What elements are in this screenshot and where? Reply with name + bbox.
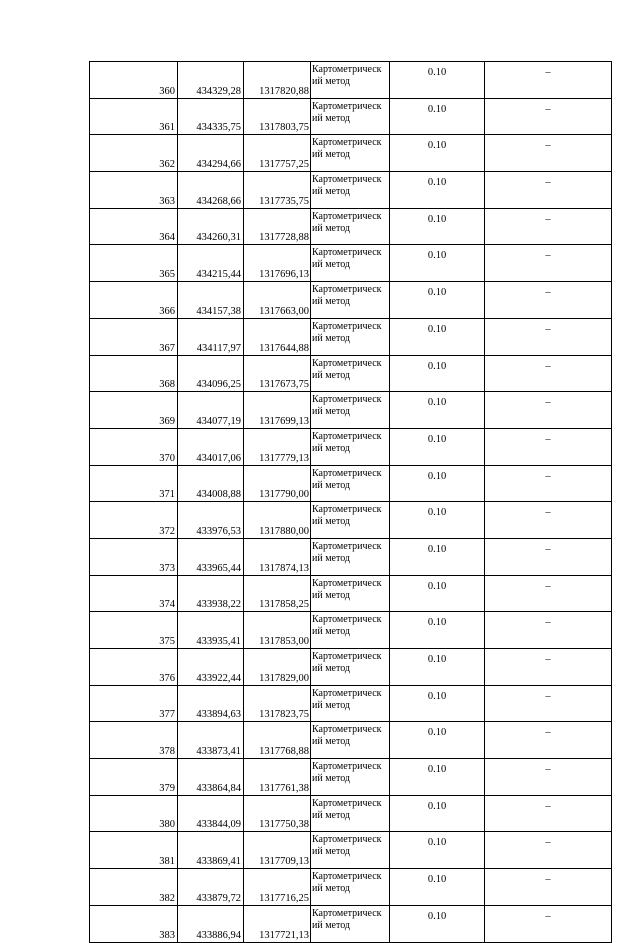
accuracy-cell: 0.10 (390, 135, 485, 172)
method-cell: Картометрическ ий метод (311, 172, 390, 209)
y-coordinate-cell: 1317823,75 (244, 685, 311, 722)
table-row (90, 905, 612, 942)
y-coordinate-cell: 1317699,13 (244, 392, 311, 429)
point-number-cell: 366 (90, 282, 178, 319)
note-cell: – (485, 649, 612, 686)
table-row (90, 172, 612, 209)
point-number-cell: 361 (90, 98, 178, 135)
method-cell: Картометрическ ий метод (311, 685, 390, 722)
note-cell: – (485, 62, 612, 99)
table-row (90, 795, 612, 832)
accuracy-cell: 0.10 (390, 502, 485, 539)
x-coordinate-cell: 433873,41 (178, 722, 244, 759)
x-coordinate-cell: 433938,22 (178, 575, 244, 612)
table-row (90, 575, 612, 612)
method-cell: Картометрическ ий метод (311, 208, 390, 245)
accuracy-cell: 0.10 (390, 795, 485, 832)
y-coordinate-cell: 1317779,13 (244, 428, 311, 465)
point-number-cell: 365 (90, 245, 178, 282)
y-coordinate-cell: 1317709,13 (244, 832, 311, 869)
method-cell: Картометрическ ий метод (311, 62, 390, 99)
note-cell: – (485, 905, 612, 942)
table-row (90, 649, 612, 686)
x-coordinate-cell: 433965,44 (178, 538, 244, 575)
y-coordinate-cell: 1317820,88 (244, 62, 311, 99)
table-row (90, 98, 612, 135)
method-cell: Картометрическ ий метод (311, 135, 390, 172)
table-row (90, 538, 612, 575)
note-cell: – (485, 612, 612, 649)
accuracy-cell: 0.10 (390, 245, 485, 282)
point-number-cell: 369 (90, 392, 178, 429)
x-coordinate-cell: 434157,38 (178, 282, 244, 319)
note-cell: – (485, 392, 612, 429)
note-cell: – (485, 282, 612, 319)
y-coordinate-cell: 1317790,00 (244, 465, 311, 502)
accuracy-cell: 0.10 (390, 905, 485, 942)
method-cell: Картометрическ ий метод (311, 392, 390, 429)
table-row (90, 759, 612, 796)
note-cell: – (485, 538, 612, 575)
note-cell: – (485, 135, 612, 172)
accuracy-cell: 0.10 (390, 759, 485, 796)
accuracy-cell: 0.10 (390, 649, 485, 686)
accuracy-cell: 0.10 (390, 538, 485, 575)
note-cell: – (485, 428, 612, 465)
method-cell: Картометрическ ий метод (311, 465, 390, 502)
table-row (90, 502, 612, 539)
note-cell: – (485, 869, 612, 906)
point-number-cell: 362 (90, 135, 178, 172)
y-coordinate-cell: 1317728,88 (244, 208, 311, 245)
note-cell: – (485, 245, 612, 282)
table-row (90, 869, 612, 906)
accuracy-cell: 0.10 (390, 282, 485, 319)
point-number-cell: 373 (90, 538, 178, 575)
method-cell: Картометрическ ий метод (311, 318, 390, 355)
accuracy-cell: 0.10 (390, 832, 485, 869)
x-coordinate-cell: 434260,31 (178, 208, 244, 245)
x-coordinate-cell: 433922,44 (178, 649, 244, 686)
x-coordinate-cell: 433879,72 (178, 869, 244, 906)
x-coordinate-cell: 433869,41 (178, 832, 244, 869)
method-cell: Картометрическ ий метод (311, 905, 390, 942)
accuracy-cell: 0.10 (390, 318, 485, 355)
point-number-cell: 376 (90, 649, 178, 686)
table-row (90, 722, 612, 759)
x-coordinate-cell: 433976,53 (178, 502, 244, 539)
y-coordinate-cell: 1317803,75 (244, 98, 311, 135)
table-row (90, 465, 612, 502)
method-cell: Картометрическ ий метод (311, 612, 390, 649)
method-cell: Картометрическ ий метод (311, 795, 390, 832)
x-coordinate-cell: 434017,06 (178, 428, 244, 465)
point-number-cell: 378 (90, 722, 178, 759)
x-coordinate-cell: 433864,84 (178, 759, 244, 796)
table-row (90, 245, 612, 282)
point-number-cell: 381 (90, 832, 178, 869)
note-cell: – (485, 465, 612, 502)
x-coordinate-cell: 433886,94 (178, 905, 244, 942)
y-coordinate-cell: 1317757,25 (244, 135, 311, 172)
accuracy-cell: 0.10 (390, 62, 485, 99)
x-coordinate-cell: 434294,66 (178, 135, 244, 172)
accuracy-cell: 0.10 (390, 869, 485, 906)
table-row (90, 135, 612, 172)
point-number-cell: 382 (90, 869, 178, 906)
x-coordinate-cell: 434215,44 (178, 245, 244, 282)
x-coordinate-cell: 433935,41 (178, 612, 244, 649)
note-cell: – (485, 795, 612, 832)
x-coordinate-cell: 433894,63 (178, 685, 244, 722)
point-number-cell: 372 (90, 502, 178, 539)
point-number-cell: 377 (90, 685, 178, 722)
note-cell: – (485, 318, 612, 355)
accuracy-cell: 0.10 (390, 355, 485, 392)
point-number-cell: 367 (90, 318, 178, 355)
y-coordinate-cell: 1317853,00 (244, 612, 311, 649)
point-number-cell: 364 (90, 208, 178, 245)
method-cell: Картометрическ ий метод (311, 355, 390, 392)
note-cell: – (485, 172, 612, 209)
method-cell: Картометрическ ий метод (311, 245, 390, 282)
table-row (90, 282, 612, 319)
y-coordinate-cell: 1317768,88 (244, 722, 311, 759)
y-coordinate-cell: 1317829,00 (244, 649, 311, 686)
point-number-cell: 383 (90, 905, 178, 942)
note-cell: – (485, 355, 612, 392)
method-cell: Картометрическ ий метод (311, 649, 390, 686)
method-cell: Картометрическ ий метод (311, 282, 390, 319)
table-row (90, 832, 612, 869)
x-coordinate-cell: 433844,09 (178, 795, 244, 832)
method-cell: Картометрическ ий метод (311, 759, 390, 796)
method-cell: Картометрическ ий метод (311, 869, 390, 906)
accuracy-cell: 0.10 (390, 392, 485, 429)
table-row (90, 62, 612, 99)
note-cell: – (485, 575, 612, 612)
y-coordinate-cell: 1317663,00 (244, 282, 311, 319)
table-body (90, 62, 612, 943)
y-coordinate-cell: 1317761,38 (244, 759, 311, 796)
point-number-cell: 370 (90, 428, 178, 465)
method-cell: Картометрическ ий метод (311, 502, 390, 539)
x-coordinate-cell: 434008,88 (178, 465, 244, 502)
table-row (90, 612, 612, 649)
note-cell: – (485, 208, 612, 245)
accuracy-cell: 0.10 (390, 575, 485, 612)
accuracy-cell: 0.10 (390, 172, 485, 209)
y-coordinate-cell: 1317696,13 (244, 245, 311, 282)
x-coordinate-cell: 434268,66 (178, 172, 244, 209)
point-number-cell: 379 (90, 759, 178, 796)
x-coordinate-cell: 434335,75 (178, 98, 244, 135)
x-coordinate-cell: 434329,28 (178, 62, 244, 99)
x-coordinate-cell: 434117,97 (178, 318, 244, 355)
point-number-cell: 374 (90, 575, 178, 612)
coordinates-table (89, 61, 612, 943)
accuracy-cell: 0.10 (390, 685, 485, 722)
table-row (90, 208, 612, 245)
table-row (90, 428, 612, 465)
y-coordinate-cell: 1317716,25 (244, 869, 311, 906)
y-coordinate-cell: 1317880,00 (244, 502, 311, 539)
note-cell: – (485, 502, 612, 539)
method-cell: Картометрическ ий метод (311, 428, 390, 465)
point-number-cell: 360 (90, 62, 178, 99)
y-coordinate-cell: 1317735,75 (244, 172, 311, 209)
accuracy-cell: 0.10 (390, 98, 485, 135)
table-row (90, 318, 612, 355)
point-number-cell: 380 (90, 795, 178, 832)
accuracy-cell: 0.10 (390, 722, 485, 759)
note-cell: – (485, 685, 612, 722)
method-cell: Картометрическ ий метод (311, 575, 390, 612)
y-coordinate-cell: 1317750,38 (244, 795, 311, 832)
point-number-cell: 371 (90, 465, 178, 502)
y-coordinate-cell: 1317858,25 (244, 575, 311, 612)
y-coordinate-cell: 1317874,13 (244, 538, 311, 575)
method-cell: Картометрическ ий метод (311, 98, 390, 135)
table-row (90, 685, 612, 722)
point-number-cell: 363 (90, 172, 178, 209)
accuracy-cell: 0.10 (390, 208, 485, 245)
x-coordinate-cell: 434077,19 (178, 392, 244, 429)
point-number-cell: 375 (90, 612, 178, 649)
table-row (90, 392, 612, 429)
note-cell: – (485, 98, 612, 135)
note-cell: – (485, 722, 612, 759)
y-coordinate-cell: 1317721,13 (244, 905, 311, 942)
table-row (90, 355, 612, 392)
y-coordinate-cell: 1317673,75 (244, 355, 311, 392)
point-number-cell: 368 (90, 355, 178, 392)
method-cell: Картометрическ ий метод (311, 538, 390, 575)
accuracy-cell: 0.10 (390, 465, 485, 502)
note-cell: – (485, 759, 612, 796)
x-coordinate-cell: 434096,25 (178, 355, 244, 392)
accuracy-cell: 0.10 (390, 612, 485, 649)
method-cell: Картометрическ ий метод (311, 832, 390, 869)
accuracy-cell: 0.10 (390, 428, 485, 465)
method-cell: Картометрическ ий метод (311, 722, 390, 759)
y-coordinate-cell: 1317644,88 (244, 318, 311, 355)
note-cell: – (485, 832, 612, 869)
